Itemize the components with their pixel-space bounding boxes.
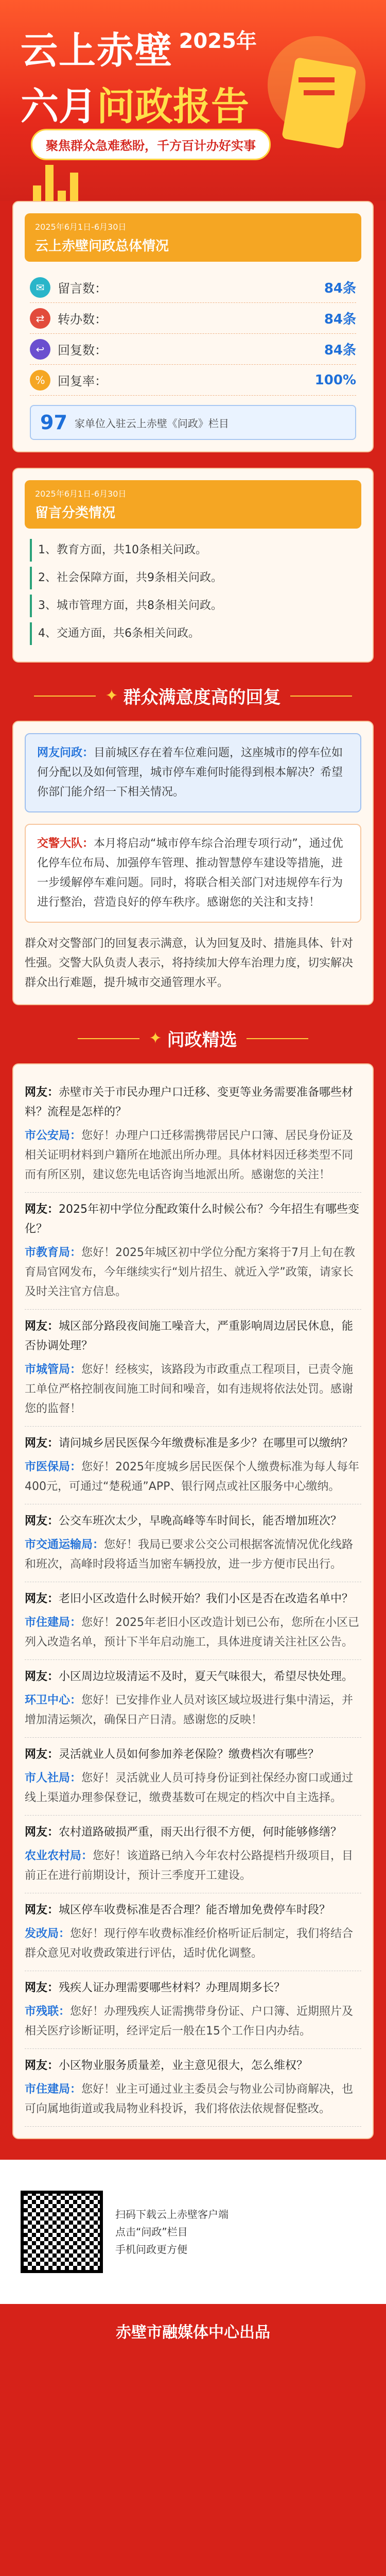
category-badge [25, 480, 361, 529]
question-text: 小区周边垃圾清运不及时，夏天气味很大，希望尽快处理。 [59, 1670, 354, 1683]
answer-text: 您好！业主可通过业主委员会与物业公司协商解决，也可向属地街道或我局物业科投诉，我们将依法依规督促整改。 [25, 2083, 354, 2115]
qa-answer [25, 1243, 361, 1302]
title-sub-highlight: 问政报告 [97, 84, 249, 129]
category-title: 留言分类情况 [35, 505, 116, 521]
date-range: 2025年6月1日-6月30日 [35, 222, 127, 232]
reply-icon: ↩ [30, 339, 50, 360]
answer-label: 市医保局： [25, 1461, 82, 1473]
qa-question [25, 1083, 361, 1122]
stat-value: 84条 [324, 312, 356, 327]
stat-value: 84条 [324, 281, 356, 296]
section-header-qa [0, 1026, 386, 1051]
qa-item [25, 1193, 361, 1310]
star-icon: ✦ [149, 1029, 162, 1047]
hot-question [25, 733, 361, 812]
qr-code[interactable] [21, 2191, 103, 2273]
qa-question [25, 1667, 361, 1687]
answer-text: 本月将启动“城市停车综合治理专项行动”，通过优化停车位布局、加强停车管理、推动智慧停车建设等措施，进一步缓解停车难问题。同时，将联合相关部门对违规停车行为进行整治，营造良好的停车秩序。感谢您的关注和支持！ [37, 837, 343, 909]
stats-title: 云上赤壁问政总体情况 [35, 239, 169, 254]
category-item: 2、社会保障方面，共9条相关问政。 [30, 567, 356, 589]
qa-answer [25, 1535, 361, 1574]
header-banner [0, 0, 386, 201]
question-label: 网友： [25, 1670, 59, 1683]
answer-label: 市交通运输局： [25, 1538, 104, 1551]
answer-text: 您好！现行停车收费标准经价格听证后制定，我们将结合群众意见对收费政策进行评估，适时优化调整。 [25, 1927, 354, 1960]
question-text: 2025年初中学位分配政策什么时候公布？今年招生有哪些变化？ [25, 1203, 360, 1235]
answer-label: 环卫中心： [25, 1694, 82, 1707]
units-note [30, 405, 356, 440]
question-text: 请问城乡居民医保今年缴费标准是多少？在哪里可以缴纳？ [59, 1437, 354, 1450]
stat-label: 转办数： [58, 312, 107, 327]
bar [58, 191, 66, 201]
question-label: 网友： [25, 2059, 59, 2072]
footer-line: 点击“问政”栏目 [115, 2226, 188, 2238]
question-text: 灵活就业人员如何参加养老保险？缴费档次有哪些？ [59, 1748, 320, 1761]
qa-item [25, 1893, 361, 1971]
qa-item [25, 2049, 361, 2127]
answer-text: 您好！办理户口迁移需携带居民户口簿、居民身份证及相关证明材料到户籍所在地派出所办理。具体材料因迁移类型不同而有所区别，建议您先电话咨询当地派出所。感谢您的关注！ [25, 1129, 354, 1181]
answer-label: 市教育局： [25, 1246, 82, 1259]
qa-question [25, 1978, 361, 1998]
answer-label: 市人社局： [25, 1772, 82, 1785]
category-item: 1、教育方面，共10条相关问政。 [30, 539, 356, 562]
answer-label: 市公安局： [25, 1129, 82, 1142]
answer-text: 您好！2025年度城乡居民医保个人缴费标准为每人每年400元，可通过“楚税通”APP、银行网点或社区服务中心缴纳。 [25, 1461, 360, 1493]
answer-text: 您好！经核实，该路段为市政重点工程项目，已责令施工单位严格控制夜间施工时间和噪音，如有违规将依法处罚。感谢您的监督！ [25, 1363, 354, 1415]
stats-list [30, 272, 356, 396]
question-text: 老旧小区改造什么时候开始？我们小区是否在改造名单中？ [59, 1592, 354, 1605]
banner-tagline: 聚焦群众急难愁盼，千方百计办好实事 [31, 129, 271, 160]
question-label: 网友问政： [37, 747, 94, 759]
question-text: 公交车班次太少，早晚高峰等车时间长，能否增加班次？ [59, 1515, 342, 1528]
qa-question [25, 1589, 361, 1609]
footer-line: 扫码下载云上赤壁客户端 [115, 2208, 229, 2221]
question-text: 目前城区存在着车位难问题，这座城市的停车位如何分配以及如何管理，城市停车难何时能得到根本解决？希望你部门能介绍一下相关情况。 [37, 747, 343, 799]
qa-answer [25, 1126, 361, 1185]
question-text: 残疾人证办理需要哪些材料？办理周期多长？ [59, 1981, 286, 1994]
title-sub-prefix: 六月 [21, 84, 97, 129]
qa-item [25, 1076, 361, 1193]
stats-card [12, 201, 374, 452]
question-label: 网友： [25, 1592, 59, 1605]
section-header-hot [0, 683, 386, 708]
stat-row [30, 334, 356, 365]
question-label: 网友： [25, 1904, 59, 1917]
stat-label: 回复率： [58, 374, 107, 388]
question-label: 网友： [25, 1437, 59, 1450]
qa-item [25, 1816, 361, 1893]
question-label: 网友： [25, 1981, 59, 1994]
footer-brand: 赤壁市融媒体中心出品 [116, 2324, 270, 2342]
title-sub [21, 76, 257, 131]
stat-row [30, 303, 356, 334]
qa-answer [25, 1924, 361, 1963]
divider [78, 1038, 139, 1039]
footer-line: 手机问政更方便 [115, 2243, 187, 2256]
question-label: 网友： [25, 1826, 59, 1839]
qa-answer [25, 1613, 361, 1652]
answer-text: 您好！2025年老旧小区改造计划已公布，您所在小区已列入改造名单，预计下半年启动施工，具体进度请关注社区公告。 [25, 1616, 360, 1649]
divider [247, 1038, 308, 1039]
hot-answer [25, 824, 361, 923]
title-year: 2025年 [179, 29, 257, 53]
question-text: 城区部分路段夜间施工噪音大，严重影响周边居民休息，能否协调处理？ [25, 1320, 354, 1352]
qa-question [25, 2056, 361, 2076]
answer-label: 市住建局： [25, 1616, 82, 1629]
qa-answer [25, 1691, 361, 1730]
answer-label: 市残联： [25, 2005, 71, 2018]
stat-label: 回复数： [58, 343, 107, 358]
stat-label: 留言数： [58, 281, 107, 296]
qa-item [25, 1738, 361, 1816]
qa-answer [25, 2080, 361, 2119]
decor-line [304, 90, 335, 95]
qa-question [25, 1200, 361, 1239]
answer-text: 您好！办理残疾人证需携带身份证、户口簿、近期照片及相关医疗诊断证明，经评定后一般在15个工作日内办结。 [25, 2005, 354, 2038]
answer-text: 您好！该道路已纳入今年农村公路提档升级项目，目前正在进行前期设计，预计三季度开工建设。 [25, 1850, 354, 1882]
qa-question [25, 1317, 361, 1356]
units-text: 家单位入驻云上赤壁《问政》栏目 [74, 417, 229, 430]
hot-card [12, 721, 374, 1005]
question-label: 网友： [25, 1748, 59, 1761]
stat-row [30, 365, 356, 396]
footer [0, 2160, 386, 2304]
qa-card [12, 1063, 374, 2139]
question-label: 网友： [25, 1320, 59, 1333]
bar [70, 173, 78, 201]
answer-text: 您好！灵活就业人员可持身份证到社保经办窗口或通过线上渠道办理参保登记，缴费基数可在规定的档次中自主选择。 [25, 1772, 354, 1804]
answer-text: 您好！2025年城区初中学位分配方案将于7月上旬在教育局官网发布，今年继续实行“划片招生、就近入学”政策，请家长及时关注官方信息。 [25, 1246, 356, 1298]
forward-icon: ⇄ [30, 308, 50, 329]
answer-label: 农业农村局： [25, 1850, 93, 1862]
divider [290, 696, 352, 697]
qa-item [25, 1971, 361, 2049]
question-label: 网友： [25, 1515, 59, 1528]
rate-icon: % [30, 370, 50, 391]
units-count: 97 [40, 411, 67, 434]
qa-item [25, 1310, 361, 1427]
question-text: 小区物业服务质量差，业主意见很大，怎么维权？ [59, 2059, 308, 2072]
category-list [30, 539, 356, 645]
question-text: 农村道路破损严重，雨天出行很不方便，何时能够修缮？ [59, 1826, 342, 1839]
qa-item [25, 1427, 361, 1504]
qa-answer [25, 1846, 361, 1886]
bar [45, 165, 54, 201]
question-label: 网友： [25, 1086, 59, 1099]
bar-chart-icon [21, 165, 78, 201]
qa-question [25, 1434, 361, 1453]
decor-line [299, 77, 335, 82]
qa-answer [25, 1458, 361, 1497]
answer-label: 市住建局： [25, 2083, 82, 2096]
stats-badge [25, 213, 361, 262]
answer-label: 交警大队： [37, 837, 94, 850]
answer-text: 您好！已安排作业人员对该区域垃圾进行集中清运，并增加清运频次，确保日产日清。感谢您的反映！ [25, 1694, 354, 1726]
qa-question [25, 1901, 361, 1920]
stat-value: 84条 [324, 343, 356, 358]
category-item: 3、城市管理方面，共8条相关问政。 [30, 595, 356, 617]
section-title: 问政精选 [167, 1030, 237, 1050]
qa-item [25, 1504, 361, 1582]
qa-item [25, 1660, 361, 1738]
answer-label: 发改局： [25, 1927, 71, 1940]
section-title: 群众满意度高的回复 [123, 687, 281, 708]
comment-icon: ✉ [30, 277, 50, 298]
answer-label: 市城管局： [25, 1363, 82, 1376]
qa-answer [25, 1769, 361, 1808]
stat-value: 100% [314, 372, 356, 388]
star-icon: ✦ [105, 687, 118, 705]
question-text: 城区停车收费标准是否合理？能否增加免费停车时段？ [59, 1904, 331, 1917]
title-main: 云上赤壁 [21, 29, 173, 72]
question-text: 赤壁市关于市民办理户口迁移、变更等业务需要准备哪些材料？流程是怎样的？ [25, 1086, 354, 1118]
stat-row [30, 272, 356, 303]
category-item: 4、交通方面，共6条相关问政。 [30, 622, 356, 645]
answer-text: 您好！我局已要求公交公司根据客流情况优化线路和班次，高峰时段将适当加密车辆投放，进一步方便市民出行。 [25, 1538, 354, 1571]
hot-comment: 群众对交警部门的回复表示满意，认为回复及时、措施具体、针对性强。交警大队负责人表示，将持续加大停车治理力度，切实解决群众出行难题，提升城市交通管理水平。 [25, 937, 354, 989]
date-range: 2025年6月1日-6月30日 [35, 489, 127, 499]
question-label: 网友： [25, 1203, 59, 1216]
qa-question [25, 1512, 361, 1531]
qa-question [25, 1745, 361, 1765]
category-card [12, 468, 374, 663]
qa-question [25, 1823, 361, 1842]
qa-item [25, 1582, 361, 1660]
banner-title [21, 21, 257, 131]
qa-answer [25, 2002, 361, 2041]
divider [34, 696, 96, 697]
qa-answer [25, 1360, 361, 1419]
bar [33, 185, 41, 201]
